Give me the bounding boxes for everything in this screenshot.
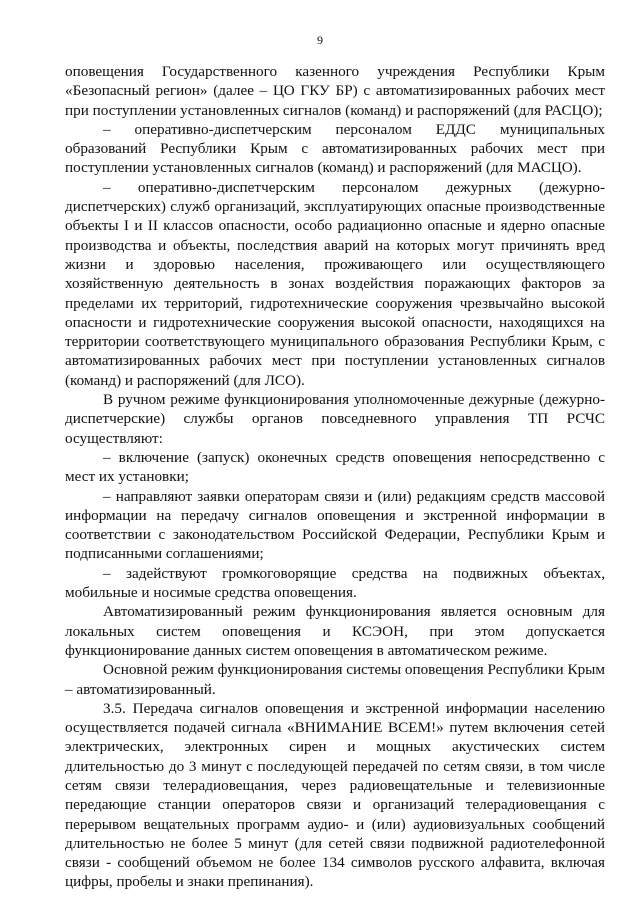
paragraph-main-mode: Основной режим функционирования системы оповещения Республики Крым – автоматизированный. (65, 661, 605, 698)
paragraph-manual-mode: В ручном режиме функционирования уполномоченные дежурные (дежурно-диспетчерские) службы органов повседневного управления ТП РСЧС осуществляют: (65, 391, 605, 447)
document-body (65, 62, 605, 892)
list-item-requests-to-operators: – направляют заявки операторам связи и (или) редакциям средств массовой информации на передачу сигналов оповещения и экстренной информации в соответствии с законодательством Российской Федерации, Республики Крым и подписанными соглашениями; (65, 487, 605, 563)
paragraph-lso: – оперативно-диспетчерским персоналом дежурных (дежурно-диспетчерских) служб организаций, эксплуатирующих опасные производственные объекты I и II классов опасности, особо радиационно опасные и ядерно опасные производства и объекты, последствия аварий на которых могут причинять вред жизни и здоровью населения, проживающего или осуществляющего хозяйственную деятельность в зонах воздействия поражающих факторов за пределами их территорий, гидротехнические сооружения чрезвычайно высокой опасности и гидротехнические сооружения высокой опасности, находящихся на территории соответствующего муниципального образования Республики Крым, с автоматизированных рабочих мест при поступлении установленных сигналов (команд) и распоряжений (для ЛСО). (65, 178, 605, 389)
paragraph-automated-mode: Автоматизированный режим функционирования является основным для локальных систем оповещения и КСЭОН, при этом допускается функционирование данных систем оповещения в автоматическом режиме. (65, 603, 605, 659)
page-number: 9 (317, 33, 323, 47)
paragraph-section-3-5: 3.5. Передача сигналов оповещения и экстренной информации населению осуществляется подачей сигнала «ВНИМАНИЕ ВСЕМ!» путем включения сетей электрических, электронных сирен и мощных акустических систем длительностью до 3 минут с последующей передачей по сетям связи, в том числе сетям связи телерадиовещания, через радиовещательные и телевизионные передающие станции операторов связи и организаций телерадиовещания с перерывом вещательных программ аудио- и (или) аудиовизуальных сообщений длительностью не более 5 минут (для сетей связи подвижной радиотелефонной связи - сообщений объемом не более 134 символов русского алфавита, включая цифры, пробелы и знаки препинания). (65, 699, 605, 891)
list-item-local-activation: – включение (запуск) оконечных средств оповещения непосредственно с мест их установки; (65, 448, 605, 486)
paragraph-edds-masco: – оперативно-диспетчерским персоналом ЕДДС муниципальных образований Республики Крым с автоматизированных рабочих мест при поступлении установленных сигналов (команд) и распоряжений (для МАСЦО). (65, 120, 605, 177)
paragraph-rasco-continuation: оповещения Государственного казенного учреждения Республики Крым «Безопасный регион» (далее – ЦО ГКУ БР) с автоматизированных рабочих мест при поступлении установленных сигналов (команд) и распоряжений (для РАСЦО); (65, 63, 605, 119)
list-item-loudspeakers: – задействуют громкоговорящие средства на подвижных объектах, мобильные и носимые средства оповещения. (65, 564, 605, 602)
